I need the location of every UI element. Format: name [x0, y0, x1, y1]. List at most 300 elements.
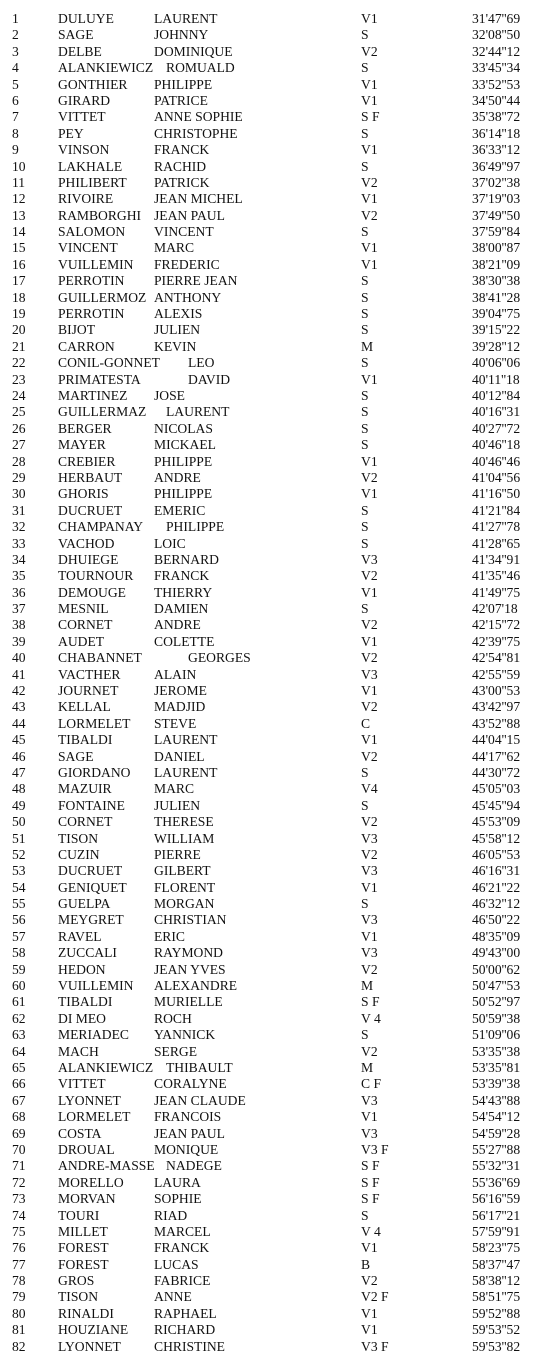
rank-cell: 43 — [12, 699, 26, 715]
time-cell: 34'50''44 — [472, 92, 521, 108]
rank-cell: 38 — [12, 617, 26, 633]
last-name-cell: TIBALDI — [58, 732, 113, 748]
category-cell: V3 — [361, 551, 378, 567]
result-row — [0, 306, 549, 322]
category-cell: B — [361, 1256, 371, 1272]
last-name-cell: MACH — [58, 1043, 99, 1059]
time-cell: 50'59''38 — [472, 1010, 521, 1026]
category-cell: S — [361, 289, 369, 305]
time-cell: 43'42''97 — [472, 699, 521, 715]
first-name-cell: FRANCK — [154, 142, 210, 158]
time-cell: 55'36''69 — [472, 1174, 521, 1190]
rank-cell: 20 — [12, 322, 26, 338]
rank-cell: 36 — [12, 584, 26, 600]
result-row — [0, 617, 549, 633]
category-cell: V2 — [361, 1273, 378, 1289]
first-name-cell: BERNARD — [154, 551, 219, 567]
category-cell: S — [361, 158, 369, 174]
rank-cell: 16 — [12, 256, 26, 272]
first-name-cell: THIBAULT — [166, 1060, 233, 1075]
time-cell: 54'43''88 — [472, 1092, 521, 1108]
category-cell: V4 — [361, 781, 378, 797]
category-cell: S — [361, 535, 369, 551]
first-name-cell: JULIEN — [154, 797, 201, 813]
category-cell: V3 — [361, 863, 378, 879]
first-name-cell: JEAN MICHEL — [154, 191, 243, 207]
last-name-cell: JOURNET — [58, 683, 119, 699]
result-row — [0, 1044, 549, 1060]
category-cell: V2 — [361, 961, 378, 977]
result-row — [0, 486, 549, 502]
category-cell: V1 — [361, 879, 378, 895]
category-cell: V 4 — [361, 1010, 381, 1026]
rank-cell: 47 — [12, 764, 26, 780]
result-row — [0, 11, 549, 27]
first-name-cell: DOMINIQUE — [154, 43, 233, 59]
last-name-cell: GENIQUET — [58, 879, 127, 895]
rank-cell: 19 — [12, 306, 26, 322]
last-name-cell: DELBE — [58, 43, 102, 59]
category-cell: V3 — [361, 945, 378, 961]
first-name-cell: MADJID — [154, 699, 206, 715]
time-cell: 33'52''53 — [472, 76, 521, 92]
last-name-cell: DROUAL — [58, 1141, 115, 1157]
category-cell: V2 — [361, 1043, 378, 1059]
category-cell: V1 — [361, 191, 378, 207]
rank-cell: 29 — [12, 469, 26, 485]
time-cell: 58'38''12 — [472, 1273, 521, 1289]
result-row — [0, 831, 549, 847]
first-name-cell: MORGAN — [154, 896, 215, 912]
time-cell: 41'34''91 — [472, 551, 521, 567]
last-name-cell: TOURNOUR — [58, 568, 134, 584]
first-name-cell: MARC — [154, 240, 195, 256]
last-name-cell: SAGE — [58, 748, 94, 764]
category-cell: V1 — [361, 256, 378, 272]
time-cell: 56'16''59 — [472, 1191, 521, 1207]
rank-cell: 23 — [12, 371, 26, 387]
time-cell: 39'15''22 — [472, 322, 521, 338]
rank-cell: 11 — [12, 174, 26, 190]
first-name-cell: EMERIC — [154, 502, 206, 518]
result-row — [0, 1126, 549, 1142]
time-cell: 55'27''88 — [472, 1141, 521, 1157]
first-name-cell: COLETTE — [154, 633, 215, 649]
first-name-cell: PHILIPPE — [154, 453, 213, 469]
category-cell: S — [361, 27, 369, 43]
last-name-cell: DHUIEGE — [58, 551, 119, 567]
result-row — [0, 159, 549, 175]
category-cell: V1 — [361, 371, 378, 387]
first-name-cell: JEAN YVES — [154, 961, 226, 977]
category-cell: S — [361, 502, 369, 518]
rank-cell: 80 — [12, 1305, 26, 1321]
result-row — [0, 519, 549, 535]
last-name-cell: VITTET — [58, 109, 106, 125]
first-name-cell: CORALYNE — [154, 1076, 227, 1092]
time-cell: 42'15''72 — [472, 617, 521, 633]
first-name-cell: CHRISTINE — [154, 1338, 225, 1354]
result-row — [0, 240, 549, 256]
result-row — [0, 322, 549, 338]
time-cell: 39'04''75 — [472, 306, 521, 322]
time-cell: 32'08''50 — [472, 27, 521, 43]
last-name-cell: CHABANNET — [58, 650, 142, 666]
category-cell: S F — [361, 109, 380, 125]
category-cell: V2 — [361, 846, 378, 862]
last-name-cell: PERROTIN — [58, 273, 125, 289]
rank-cell: 72 — [12, 1174, 26, 1190]
rank-cell: 63 — [12, 1027, 26, 1043]
time-cell: 38'30''38 — [472, 273, 521, 289]
result-row — [0, 208, 549, 224]
first-name-cell: MARCEL — [154, 1223, 211, 1239]
category-cell: V1 — [361, 584, 378, 600]
last-name-cell: GROS — [58, 1273, 95, 1289]
category-cell: V2 — [361, 43, 378, 59]
category-cell: S — [361, 1027, 369, 1043]
first-name-cell: PATRICK — [154, 174, 210, 190]
rank-cell: 4 — [12, 60, 19, 76]
last-name-cell: GIRARD — [58, 92, 111, 108]
time-cell: 40'16''31 — [472, 404, 521, 420]
result-row — [0, 896, 549, 912]
result-row — [0, 732, 549, 748]
last-name-cell: TIBALDI — [58, 994, 113, 1010]
category-cell: S — [361, 404, 369, 420]
first-name-cell: ALAIN — [154, 666, 197, 682]
result-row — [0, 1093, 549, 1109]
last-name-cell: MILLET — [58, 1223, 108, 1239]
result-row — [0, 847, 549, 863]
result-row — [0, 667, 549, 683]
time-cell: 59'53''52 — [472, 1322, 521, 1338]
rank-cell: 14 — [12, 224, 26, 240]
last-name-cell: CORNET — [58, 617, 113, 633]
rank-cell: 48 — [12, 781, 26, 797]
category-cell: S — [361, 322, 369, 338]
result-row — [0, 126, 549, 142]
first-name-cell: JEAN PAUL — [154, 207, 225, 223]
first-name-cell: FRANCOIS — [154, 1109, 222, 1125]
result-row — [0, 880, 549, 896]
time-cell: 53'39''38 — [472, 1076, 521, 1092]
category-cell: S — [361, 224, 369, 240]
last-name-cell: RINALDI — [58, 1305, 114, 1321]
rank-cell: 30 — [12, 486, 26, 502]
last-name-cell: GUILLERMAZ — [58, 404, 147, 420]
first-name-cell: DAMIEN — [154, 601, 209, 617]
result-row — [0, 634, 549, 650]
first-name-cell: ALEXANDRE — [154, 978, 238, 994]
rank-cell: 8 — [12, 125, 19, 141]
rank-cell: 79 — [12, 1289, 26, 1305]
rank-cell: 77 — [12, 1256, 26, 1272]
last-name-cell: RAVEL — [58, 928, 102, 944]
result-row — [0, 27, 549, 43]
last-name-cell: SAGE — [58, 27, 94, 43]
last-name-cell: FOREST — [58, 1240, 109, 1256]
category-cell: M — [361, 978, 374, 994]
result-row — [0, 683, 549, 699]
category-cell: V1 — [361, 453, 378, 469]
first-name-cell: FRANCK — [154, 1240, 210, 1256]
time-cell: 48'35''09 — [472, 928, 521, 944]
last-name-cell: ANDRE-MASSE — [58, 1158, 155, 1174]
result-row — [0, 404, 549, 420]
last-name-cell: GIORDANO — [58, 764, 131, 780]
last-name-cell: BIJOT — [58, 322, 96, 338]
time-cell: 38'00''87 — [472, 240, 521, 256]
first-name-cell: JEAN CLAUDE — [154, 1092, 246, 1108]
last-name-cell: VINSON — [58, 142, 110, 158]
rank-cell: 42 — [12, 683, 26, 699]
result-row — [0, 749, 549, 765]
rank-cell: 65 — [12, 1060, 26, 1075]
first-name-cell: ANDRE — [154, 617, 201, 633]
result-row — [0, 191, 549, 207]
first-name-cell: MARC — [154, 781, 195, 797]
result-row — [0, 109, 549, 125]
last-name-cell: CONIL-GONNET — [58, 355, 160, 371]
result-row — [0, 175, 549, 191]
last-name-cell: MARTINEZ — [58, 387, 128, 403]
time-cell: 40'12''84 — [472, 387, 521, 403]
first-name-cell: MURIELLE — [154, 994, 223, 1010]
last-name-cell: GHORIS — [58, 486, 109, 502]
time-cell: 50'52''97 — [472, 994, 521, 1010]
rank-cell: 10 — [12, 158, 26, 174]
first-name-cell: JULIEN — [154, 322, 201, 338]
first-name-cell: SOPHIE — [154, 1191, 202, 1207]
result-row — [0, 945, 549, 961]
time-cell: 44'30''72 — [472, 764, 521, 780]
time-cell: 40'11''18 — [472, 371, 520, 387]
last-name-cell: VITTET — [58, 1076, 106, 1092]
rank-cell: 40 — [12, 650, 26, 666]
category-cell: S F — [361, 1158, 380, 1174]
last-name-cell: SALOMON — [58, 224, 126, 240]
last-name-cell: HERBAUT — [58, 469, 123, 485]
category-cell: M — [361, 1060, 374, 1075]
first-name-cell: PIERRE JEAN — [154, 273, 238, 289]
rank-cell: 49 — [12, 797, 26, 813]
first-name-cell: GEORGES — [188, 650, 251, 666]
last-name-cell: CUZIN — [58, 846, 100, 862]
result-row — [0, 650, 549, 666]
result-row — [0, 1076, 549, 1092]
rank-cell: 82 — [12, 1338, 26, 1354]
rank-cell: 50 — [12, 814, 26, 830]
time-cell: 46'21''22 — [472, 879, 521, 895]
last-name-cell: ALANKIEWICZ — [58, 60, 154, 76]
time-cell: 51'09''06 — [472, 1027, 521, 1043]
first-name-cell: PHILIPPE — [154, 76, 213, 92]
category-cell: V3 F — [361, 1338, 389, 1354]
last-name-cell: CREBIER — [58, 453, 116, 469]
time-cell: 44'17''62 — [472, 748, 521, 764]
time-cell: 37'59''84 — [472, 224, 521, 240]
result-row — [0, 257, 549, 273]
time-cell: 41'27''78 — [472, 519, 521, 535]
rank-cell: 44 — [12, 715, 26, 731]
first-name-cell: LUCAS — [154, 1256, 199, 1272]
time-cell: 50'00''62 — [472, 961, 521, 977]
rank-cell: 81 — [12, 1322, 26, 1338]
rank-cell: 31 — [12, 502, 26, 518]
first-name-cell: GILBERT — [154, 863, 211, 879]
last-name-cell: FOREST — [58, 1256, 109, 1272]
rank-cell: 68 — [12, 1109, 26, 1125]
rank-cell: 51 — [12, 830, 26, 846]
result-row — [0, 863, 549, 879]
result-row — [0, 421, 549, 437]
rank-cell: 3 — [12, 43, 19, 59]
last-name-cell: LYONNET — [58, 1338, 121, 1354]
category-cell: S — [361, 273, 369, 289]
time-cell: 45'53''09 — [472, 814, 521, 830]
rank-cell: 58 — [12, 945, 26, 961]
result-row — [0, 1175, 549, 1191]
rank-cell: 45 — [12, 732, 26, 748]
time-cell: 58'51''75 — [472, 1289, 521, 1305]
result-row — [0, 454, 549, 470]
first-name-cell: FLORENT — [154, 879, 216, 895]
result-row — [0, 1208, 549, 1224]
rank-cell: 71 — [12, 1158, 26, 1174]
first-name-cell: THERESE — [154, 814, 214, 830]
rank-cell: 46 — [12, 748, 26, 764]
time-cell: 53'35''81 — [472, 1060, 521, 1075]
category-cell: V2 — [361, 699, 378, 715]
last-name-cell: DULUYE — [58, 11, 114, 26]
category-cell: S — [361, 355, 369, 371]
category-cell: S — [361, 797, 369, 813]
first-name-cell: CHRISTIAN — [154, 912, 227, 928]
rank-cell: 12 — [12, 191, 26, 207]
category-cell: V2 — [361, 814, 378, 830]
result-row — [0, 1158, 549, 1174]
rank-cell: 56 — [12, 912, 26, 928]
category-cell: V1 — [361, 1322, 378, 1338]
rank-cell: 13 — [12, 207, 26, 223]
category-cell: V2 — [361, 568, 378, 584]
time-cell: 31'47''69 — [472, 11, 521, 26]
time-cell: 42'07'18 — [472, 601, 518, 617]
last-name-cell: MERIADEC — [58, 1027, 129, 1043]
first-name-cell: KEVIN — [154, 338, 197, 354]
category-cell: V1 — [361, 11, 378, 26]
first-name-cell: JEROME — [154, 683, 207, 699]
rank-cell: 74 — [12, 1207, 26, 1223]
first-name-cell: LAURA — [154, 1174, 201, 1190]
time-cell: 45'05''03 — [472, 781, 521, 797]
category-cell: S — [361, 60, 369, 76]
first-name-cell: SERGE — [154, 1043, 198, 1059]
category-cell: S — [361, 1207, 369, 1223]
rank-cell: 76 — [12, 1240, 26, 1256]
last-name-cell: KELLAL — [58, 699, 111, 715]
first-name-cell: CHRISTOPHE — [154, 125, 238, 141]
category-cell: V2 F — [361, 1289, 389, 1305]
first-name-cell: DAVID — [188, 371, 231, 387]
time-cell: 45'45''94 — [472, 797, 521, 813]
last-name-cell: ZUCCALI — [58, 945, 117, 961]
result-row — [0, 1273, 549, 1289]
time-cell: 54'59''28 — [472, 1125, 521, 1141]
result-row — [0, 601, 549, 617]
first-name-cell: FREDERIC — [154, 256, 220, 272]
last-name-cell: DUCRUET — [58, 502, 123, 518]
last-name-cell: AUDET — [58, 633, 105, 649]
time-cell: 58'23''75 — [472, 1240, 521, 1256]
category-cell: S — [361, 420, 369, 436]
last-name-cell: CARRON — [58, 338, 115, 354]
rank-cell: 70 — [12, 1141, 26, 1157]
rank-cell: 15 — [12, 240, 26, 256]
first-name-cell: PHILIPPE — [166, 519, 225, 535]
time-cell: 41'35''46 — [472, 568, 521, 584]
result-row — [0, 290, 549, 306]
last-name-cell: PHILIBERT — [58, 174, 127, 190]
last-name-cell: PERROTIN — [58, 306, 125, 322]
last-name-cell: FONTAINE — [58, 797, 125, 813]
rank-cell: 54 — [12, 879, 26, 895]
rank-cell: 60 — [12, 978, 26, 994]
last-name-cell: DI MEO — [58, 1010, 106, 1026]
first-name-cell: THIERRY — [154, 584, 213, 600]
category-cell: C — [361, 715, 371, 731]
first-name-cell: WILLIAM — [154, 830, 215, 846]
rank-cell: 32 — [12, 519, 26, 535]
result-row — [0, 1027, 549, 1043]
category-cell: S — [361, 306, 369, 322]
time-cell: 41'28''65 — [472, 535, 521, 551]
rank-cell: 73 — [12, 1191, 26, 1207]
result-row — [0, 1224, 549, 1240]
rank-cell: 22 — [12, 355, 26, 371]
last-name-cell: DUCRUET — [58, 863, 123, 879]
first-name-cell: RIAD — [154, 1207, 188, 1223]
first-name-cell: LOIC — [154, 535, 186, 551]
first-name-cell: YANNICK — [154, 1027, 216, 1043]
result-row — [0, 716, 549, 732]
rank-cell: 59 — [12, 961, 26, 977]
rank-cell: 9 — [12, 142, 19, 158]
time-cell: 49'43''00 — [472, 945, 521, 961]
first-name-cell: DANIEL — [154, 748, 205, 764]
rank-cell: 21 — [12, 338, 26, 354]
time-cell: 44'04''15 — [472, 732, 521, 748]
time-cell: 46'16''31 — [472, 863, 521, 879]
last-name-cell: VINCENT — [58, 240, 118, 256]
result-row — [0, 781, 549, 797]
first-name-cell: STEVE — [154, 715, 197, 731]
result-row — [0, 60, 549, 76]
result-row — [0, 339, 549, 355]
result-row — [0, 273, 549, 289]
result-row — [0, 93, 549, 109]
result-row — [0, 798, 549, 814]
time-cell: 54'54''12 — [472, 1109, 521, 1125]
result-row — [0, 1240, 549, 1256]
rank-cell: 33 — [12, 535, 26, 551]
rank-cell: 27 — [12, 437, 26, 453]
rank-cell: 53 — [12, 863, 26, 879]
first-name-cell: ROCH — [154, 1010, 192, 1026]
result-row — [0, 978, 549, 994]
first-name-cell: JOSE — [154, 387, 185, 403]
